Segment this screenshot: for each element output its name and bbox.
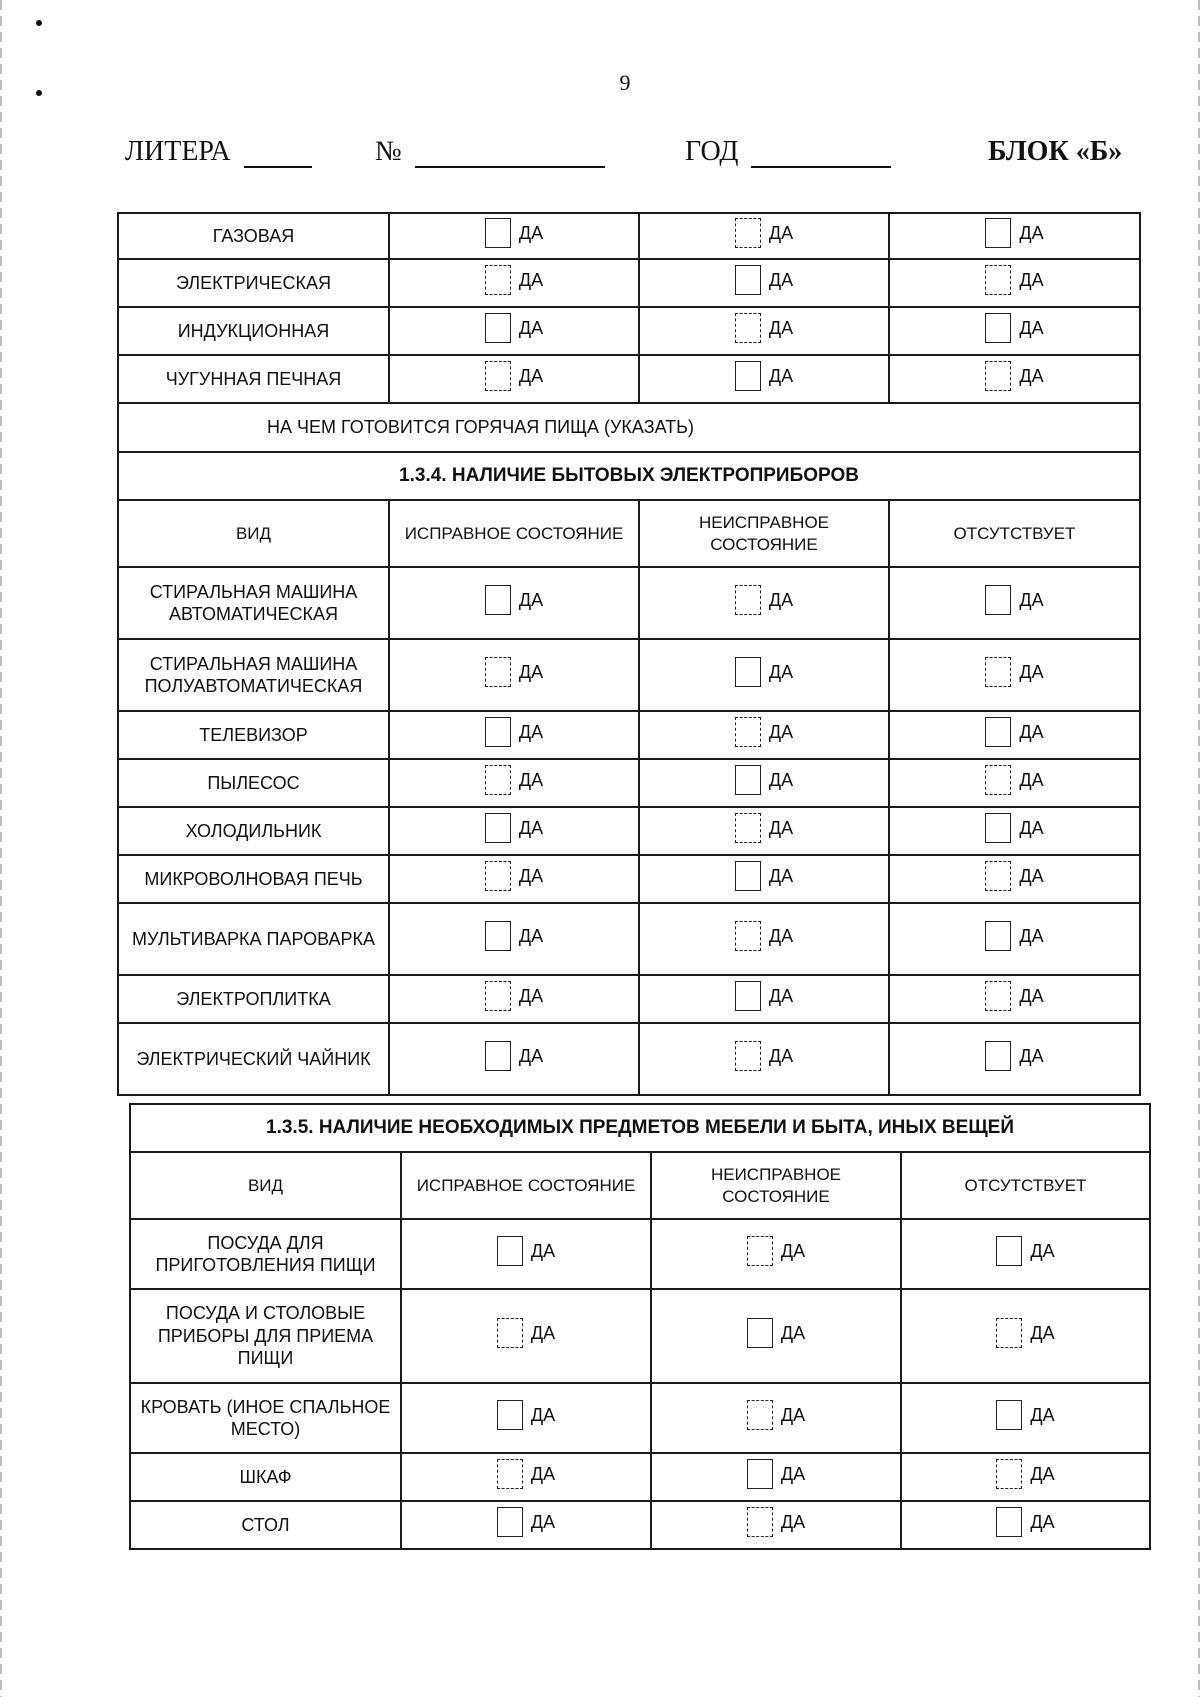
yes-label: ДА	[518, 662, 544, 682]
yes-checkbox-cell	[889, 903, 1140, 975]
yes-label: ДА	[1030, 1241, 1055, 1261]
yes-checkbox-cell	[389, 567, 639, 639]
row-label: ХОЛОДИЛЬНИК	[118, 807, 389, 855]
checkbox-square[interactable]	[985, 265, 1011, 295]
yes-checkbox[interactable]	[735, 265, 793, 295]
yes-checkbox[interactable]	[485, 657, 543, 687]
yes-label: ДА	[768, 590, 794, 610]
yes-checkbox-cell	[639, 855, 889, 903]
yes-checkbox[interactable]	[985, 765, 1043, 795]
litera-input-line[interactable]	[244, 140, 312, 168]
table-row	[118, 855, 1140, 903]
checkbox-square[interactable]	[747, 1459, 773, 1489]
yes-checkbox[interactable]	[735, 717, 793, 747]
yes-checkbox-cell	[389, 259, 639, 307]
yes-checkbox-cell	[651, 1289, 901, 1383]
yes-checkbox[interactable]	[747, 1318, 805, 1348]
yes-checkbox[interactable]	[485, 765, 543, 795]
yes-checkbox-cell	[389, 855, 639, 903]
checkbox-square[interactable]	[485, 813, 511, 843]
yes-checkbox-cell	[639, 307, 889, 355]
yes-checkbox[interactable]	[735, 1041, 793, 1071]
row-label: ШКАФ	[130, 1453, 401, 1501]
yes-checkbox-cell	[889, 307, 1140, 355]
yes-checkbox[interactable]	[985, 921, 1043, 951]
checkbox-square[interactable]	[996, 1400, 1022, 1430]
yes-checkbox-cell	[889, 975, 1140, 1023]
yes-checkbox-cell	[389, 1023, 639, 1095]
yes-checkbox[interactable]	[735, 981, 793, 1011]
yes-checkbox-cell	[401, 1219, 651, 1289]
yes-checkbox[interactable]	[996, 1318, 1054, 1348]
yes-checkbox[interactable]	[485, 921, 543, 951]
yes-checkbox[interactable]	[985, 585, 1043, 615]
yes-label: ДА	[518, 926, 544, 946]
checkbox-square[interactable]	[485, 361, 511, 391]
yes-label: ДА	[518, 318, 544, 338]
yes-checkbox-cell	[651, 1453, 901, 1501]
yes-checkbox-cell	[389, 807, 639, 855]
yes-checkbox[interactable]	[985, 813, 1043, 843]
checkbox-square[interactable]	[985, 361, 1011, 391]
row-label: ЭЛЕКТРОПЛИТКА	[118, 975, 389, 1023]
year-label: ГОД	[685, 136, 739, 167]
yes-label: ДА	[1019, 318, 1044, 338]
yes-checkbox-cell	[639, 975, 889, 1023]
yes-label: ДА	[768, 223, 794, 243]
year-input-line[interactable]	[751, 140, 891, 168]
column-header: ИСПРАВНОЕ СОСТОЯНИЕ	[401, 1152, 651, 1219]
yes-label: ДА	[780, 1405, 806, 1425]
yes-checkbox[interactable]	[485, 861, 543, 891]
appliances-table	[117, 212, 1141, 1096]
yes-checkbox[interactable]	[735, 813, 793, 843]
yes-checkbox-cell	[389, 639, 639, 711]
table-row	[130, 1383, 1150, 1453]
row-label: МУЛЬТИВАРКА ПАРОВАРКА	[118, 903, 389, 975]
yes-label: ДА	[1019, 662, 1044, 682]
yes-checkbox[interactable]	[985, 361, 1043, 391]
hot-food-question: НА ЧЕМ ГОТОВИТСЯ ГОРЯЧАЯ ПИЩА (УКАЗАТЬ)	[118, 403, 1140, 452]
yes-label: ДА	[768, 722, 794, 742]
yes-checkbox-cell	[901, 1289, 1150, 1383]
yes-checkbox-cell	[889, 807, 1140, 855]
yes-label: ДА	[768, 926, 794, 946]
yes-label: ДА	[518, 986, 544, 1006]
number-input-line[interactable]	[415, 140, 605, 168]
yes-checkbox[interactable]	[996, 1459, 1054, 1489]
yes-checkbox-cell	[889, 759, 1140, 807]
yes-checkbox-cell	[389, 975, 639, 1023]
checkbox-square[interactable]	[996, 1459, 1022, 1489]
yes-label: ДА	[1019, 818, 1044, 838]
yes-checkbox[interactable]	[485, 1041, 543, 1071]
checkbox-square[interactable]	[735, 218, 761, 248]
checkbox-square[interactable]	[985, 813, 1011, 843]
row-label: СТОЛ	[130, 1501, 401, 1549]
block-label: БЛОК «Б»	[988, 136, 1123, 167]
column-header: ВИД	[130, 1152, 401, 1219]
litera-label: ЛИТЕРА	[125, 136, 231, 167]
row-label: ПОСУДА ДЛЯ ПРИГОТОВЛЕНИЯ ПИЩИ	[130, 1219, 401, 1289]
row-label: СТИРАЛЬНАЯ МАШИНА АВТОМАТИЧЕСКАЯ	[118, 567, 389, 639]
yes-label: ДА	[518, 270, 544, 290]
column-header: ОТСУТСТВУЕТ	[889, 500, 1140, 567]
checkbox-square[interactable]	[735, 921, 761, 951]
yes-checkbox[interactable]	[485, 218, 543, 248]
section-title: 1.3.5. НАЛИЧИЕ НЕОБХОДИМЫХ ПРЕДМЕТОВ МЕБЕЛИ И БЫТА, ИНЫХ ВЕЩЕЙ	[130, 1104, 1150, 1152]
yes-checkbox-cell	[639, 1023, 889, 1095]
yes-checkbox[interactable]	[985, 265, 1043, 295]
checkbox-square[interactable]	[485, 265, 511, 295]
yes-label: ДА	[768, 986, 794, 1006]
checkbox-square[interactable]	[985, 313, 1011, 343]
table-row	[118, 1023, 1140, 1095]
yes-checkbox[interactable]	[985, 313, 1043, 343]
checkbox-square[interactable]	[747, 1318, 773, 1348]
yes-checkbox[interactable]	[497, 1318, 555, 1348]
yes-checkbox-cell	[901, 1219, 1150, 1289]
yes-checkbox-cell	[639, 711, 889, 759]
yes-label: ДА	[768, 770, 794, 790]
checkbox-square[interactable]	[485, 585, 511, 615]
yes-label: ДА	[518, 590, 544, 610]
yes-checkbox[interactable]	[497, 1236, 555, 1266]
row-label: МИКРОВОЛНОВАЯ ПЕЧЬ	[118, 855, 389, 903]
row-label: ЭЛЕКТРИЧЕСКАЯ	[118, 259, 389, 307]
row-label: ТЕЛЕВИЗОР	[118, 711, 389, 759]
checkbox-square[interactable]	[497, 1236, 523, 1266]
yes-label: ДА	[518, 866, 544, 886]
checkbox-square[interactable]	[747, 1236, 773, 1266]
yes-checkbox[interactable]	[485, 717, 543, 747]
checkbox-square[interactable]	[985, 861, 1011, 891]
table-row	[118, 213, 1140, 259]
checkbox-square[interactable]	[485, 765, 511, 795]
checkbox-square[interactable]	[985, 717, 1011, 747]
yes-label: ДА	[1019, 866, 1044, 886]
checkbox-square[interactable]	[497, 1507, 523, 1537]
yes-label: ДА	[530, 1241, 556, 1261]
yes-label: ДА	[1019, 770, 1044, 790]
yes-checkbox[interactable]	[747, 1236, 805, 1266]
checkbox-square[interactable]	[985, 1041, 1011, 1071]
yes-checkbox[interactable]	[735, 861, 793, 891]
checkbox-square[interactable]	[735, 585, 761, 615]
yes-label: ДА	[768, 1046, 794, 1066]
yes-label: ДА	[1019, 590, 1044, 610]
checkbox-square[interactable]	[485, 313, 511, 343]
checkbox-square[interactable]	[497, 1318, 523, 1348]
row-label: ПОСУДА И СТОЛОВЫЕ ПРИБОРЫ ДЛЯ ПРИЕМА ПИЩИ	[130, 1289, 401, 1383]
checkbox-square[interactable]	[497, 1459, 523, 1489]
yes-checkbox-cell	[639, 639, 889, 711]
yes-checkbox-cell	[651, 1383, 901, 1453]
yes-checkbox-cell	[889, 1023, 1140, 1095]
yes-checkbox-cell	[639, 213, 889, 259]
number-label: №	[375, 136, 402, 167]
yes-label: ДА	[1019, 926, 1044, 946]
yes-label: ДА	[1030, 1323, 1055, 1343]
table-row	[118, 759, 1140, 807]
yes-checkbox-cell	[901, 1501, 1150, 1549]
checkbox-square[interactable]	[735, 361, 761, 391]
yes-checkbox-cell	[401, 1453, 651, 1501]
yes-label: ДА	[530, 1512, 556, 1532]
yes-label: ДА	[768, 270, 794, 290]
checkbox-square[interactable]	[735, 1041, 761, 1071]
yes-checkbox[interactable]	[735, 313, 793, 343]
checkbox-square[interactable]	[985, 657, 1011, 687]
yes-label: ДА	[780, 1512, 806, 1532]
table-row	[118, 259, 1140, 307]
checkbox-square[interactable]	[485, 981, 511, 1011]
yes-checkbox-cell	[401, 1501, 651, 1549]
checkbox-square[interactable]	[996, 1236, 1022, 1266]
yes-label: ДА	[1019, 986, 1044, 1006]
yes-checkbox[interactable]	[735, 361, 793, 391]
yes-checkbox[interactable]	[985, 981, 1043, 1011]
column-header: ИСПРАВНОЕ СОСТОЯНИЕ	[389, 500, 639, 567]
yes-checkbox-cell	[889, 711, 1140, 759]
checkbox-square[interactable]	[735, 265, 761, 295]
yes-label: ДА	[1030, 1464, 1055, 1484]
yes-label: ДА	[1030, 1512, 1055, 1532]
checkbox-square[interactable]	[735, 313, 761, 343]
table-row	[130, 1219, 1150, 1289]
yes-label: ДА	[1019, 366, 1044, 386]
yes-checkbox[interactable]	[485, 981, 543, 1011]
row-label: СТИРАЛЬНАЯ МАШИНА ПОЛУАВТОМАТИЧЕСКАЯ	[118, 639, 389, 711]
yes-checkbox[interactable]	[497, 1459, 555, 1489]
yes-label: ДА	[530, 1405, 556, 1425]
yes-label: ДА	[530, 1464, 556, 1484]
yes-checkbox[interactable]	[996, 1400, 1054, 1430]
yes-checkbox[interactable]	[485, 813, 543, 843]
yes-checkbox[interactable]	[485, 265, 543, 295]
checkbox-square[interactable]	[996, 1318, 1022, 1348]
row-label: ЧУГУННАЯ ПЕЧНАЯ	[118, 355, 389, 403]
yes-checkbox-cell	[889, 567, 1140, 639]
table-row	[130, 1289, 1150, 1383]
yes-checkbox-cell	[889, 213, 1140, 259]
yes-checkbox[interactable]	[485, 361, 543, 391]
year-field	[685, 136, 891, 168]
yes-label: ДА	[1030, 1405, 1055, 1425]
yes-label: ДА	[1019, 223, 1044, 243]
furniture-table	[129, 1103, 1151, 1550]
checkbox-square[interactable]	[485, 1041, 511, 1071]
yes-checkbox[interactable]	[985, 1041, 1043, 1071]
yes-checkbox-cell	[389, 355, 639, 403]
yes-checkbox-cell	[389, 903, 639, 975]
yes-label: ДА	[1019, 722, 1044, 742]
yes-checkbox-cell	[389, 307, 639, 355]
yes-label: ДА	[768, 818, 794, 838]
row-label: ИНДУКЦИОННАЯ	[118, 307, 389, 355]
yes-checkbox-cell	[401, 1383, 651, 1453]
checkbox-square[interactable]	[735, 765, 761, 795]
yes-label: ДА	[768, 662, 794, 682]
yes-label: ДА	[518, 1046, 544, 1066]
margin-dot	[36, 20, 42, 26]
column-header: НЕИСПРАВНОЕ СОСТОЯНИЕ	[639, 500, 889, 567]
yes-checkbox-cell	[401, 1289, 651, 1383]
yes-label: ДА	[518, 770, 544, 790]
yes-checkbox-cell	[389, 711, 639, 759]
row-label: ПЫЛЕСОС	[118, 759, 389, 807]
checkbox-square[interactable]	[985, 981, 1011, 1011]
yes-label: ДА	[780, 1241, 806, 1261]
yes-checkbox[interactable]	[485, 313, 543, 343]
table-row	[130, 1501, 1150, 1549]
checkbox-square[interactable]	[485, 921, 511, 951]
yes-checkbox[interactable]	[735, 657, 793, 687]
checkbox-square[interactable]	[985, 765, 1011, 795]
yes-label: ДА	[518, 722, 544, 742]
table-row	[118, 639, 1140, 711]
checkbox-square[interactable]	[735, 981, 761, 1011]
yes-label: ДА	[518, 366, 544, 386]
table-row	[118, 807, 1140, 855]
yes-checkbox[interactable]	[747, 1459, 805, 1489]
row-label: ЭЛЕКТРИЧЕСКИЙ ЧАЙНИК	[118, 1023, 389, 1095]
checkbox-square[interactable]	[747, 1507, 773, 1537]
yes-label: ДА	[768, 318, 794, 338]
form-header	[125, 136, 1125, 176]
checkbox-square[interactable]	[497, 1400, 523, 1430]
yes-checkbox[interactable]	[747, 1400, 805, 1430]
yes-checkbox-cell	[901, 1383, 1150, 1453]
yes-checkbox[interactable]	[985, 861, 1043, 891]
table-row	[118, 307, 1140, 355]
yes-checkbox[interactable]	[985, 657, 1043, 687]
checkbox-square[interactable]	[735, 657, 761, 687]
yes-checkbox-cell	[901, 1453, 1150, 1501]
yes-checkbox-cell	[389, 213, 639, 259]
table-row	[118, 903, 1140, 975]
checkbox-square[interactable]	[485, 657, 511, 687]
yes-checkbox-cell	[889, 639, 1140, 711]
yes-checkbox[interactable]	[735, 585, 793, 615]
checkbox-square[interactable]	[485, 717, 511, 747]
yes-checkbox-cell	[889, 355, 1140, 403]
number-field	[375, 136, 605, 168]
checkbox-square[interactable]	[996, 1507, 1022, 1537]
yes-checkbox[interactable]	[985, 218, 1043, 248]
column-header: ВИД	[118, 500, 389, 567]
yes-checkbox[interactable]	[497, 1507, 555, 1537]
checkbox-square[interactable]	[985, 218, 1011, 248]
yes-checkbox-cell	[651, 1219, 901, 1289]
yes-checkbox-cell	[639, 567, 889, 639]
table-row	[118, 711, 1140, 759]
row-label: КРОВАТЬ (ИНОЕ СПАЛЬНОЕ МЕСТО)	[130, 1383, 401, 1453]
yes-checkbox-cell	[639, 759, 889, 807]
checkbox-square[interactable]	[735, 813, 761, 843]
yes-label: ДА	[518, 818, 544, 838]
yes-label: ДА	[780, 1323, 806, 1343]
section-title: 1.3.4. НАЛИЧИЕ БЫТОВЫХ ЭЛЕКТРОПРИБОРОВ	[118, 452, 1140, 500]
checkbox-square[interactable]	[747, 1400, 773, 1430]
column-header: ОТСУТСТВУЕТ	[901, 1152, 1150, 1219]
page-number: 9	[619, 70, 631, 95]
checkbox-square[interactable]	[735, 717, 761, 747]
table-row	[130, 1453, 1150, 1501]
yes-label: ДА	[780, 1464, 806, 1484]
checkbox-square[interactable]	[485, 861, 511, 891]
yes-checkbox-cell	[639, 903, 889, 975]
column-header: НЕИСПРАВНОЕ СОСТОЯНИЕ	[651, 1152, 901, 1219]
yes-label: ДА	[768, 366, 794, 386]
yes-checkbox[interactable]	[996, 1236, 1054, 1266]
yes-checkbox-cell	[889, 855, 1140, 903]
table-row	[118, 567, 1140, 639]
yes-checkbox-cell	[389, 759, 639, 807]
litera-field	[125, 136, 312, 168]
row-label: ГАЗОВАЯ	[118, 213, 389, 259]
yes-label: ДА	[530, 1323, 556, 1343]
yes-checkbox-cell	[889, 259, 1140, 307]
yes-label: ДА	[518, 223, 544, 243]
yes-checkbox-cell	[639, 355, 889, 403]
checkbox-square[interactable]	[985, 585, 1011, 615]
yes-checkbox[interactable]	[497, 1400, 555, 1430]
yes-checkbox[interactable]	[996, 1507, 1054, 1537]
yes-checkbox[interactable]	[735, 765, 793, 795]
yes-checkbox-cell	[639, 259, 889, 307]
yes-label: ДА	[1019, 1046, 1044, 1066]
checkbox-square[interactable]	[735, 861, 761, 891]
table-row	[118, 975, 1140, 1023]
checkbox-square[interactable]	[985, 921, 1011, 951]
yes-checkbox[interactable]	[485, 585, 543, 615]
yes-label: ДА	[1019, 270, 1044, 290]
yes-checkbox[interactable]	[985, 717, 1043, 747]
yes-label: ДА	[768, 866, 794, 886]
yes-checkbox[interactable]	[735, 218, 793, 248]
yes-checkbox-cell	[639, 807, 889, 855]
checkbox-square[interactable]	[485, 218, 511, 248]
yes-checkbox-cell	[651, 1501, 901, 1549]
yes-checkbox[interactable]	[735, 921, 793, 951]
table-row	[118, 355, 1140, 403]
yes-checkbox[interactable]	[747, 1507, 805, 1537]
left-edge-artifact	[0, 0, 2, 1697]
